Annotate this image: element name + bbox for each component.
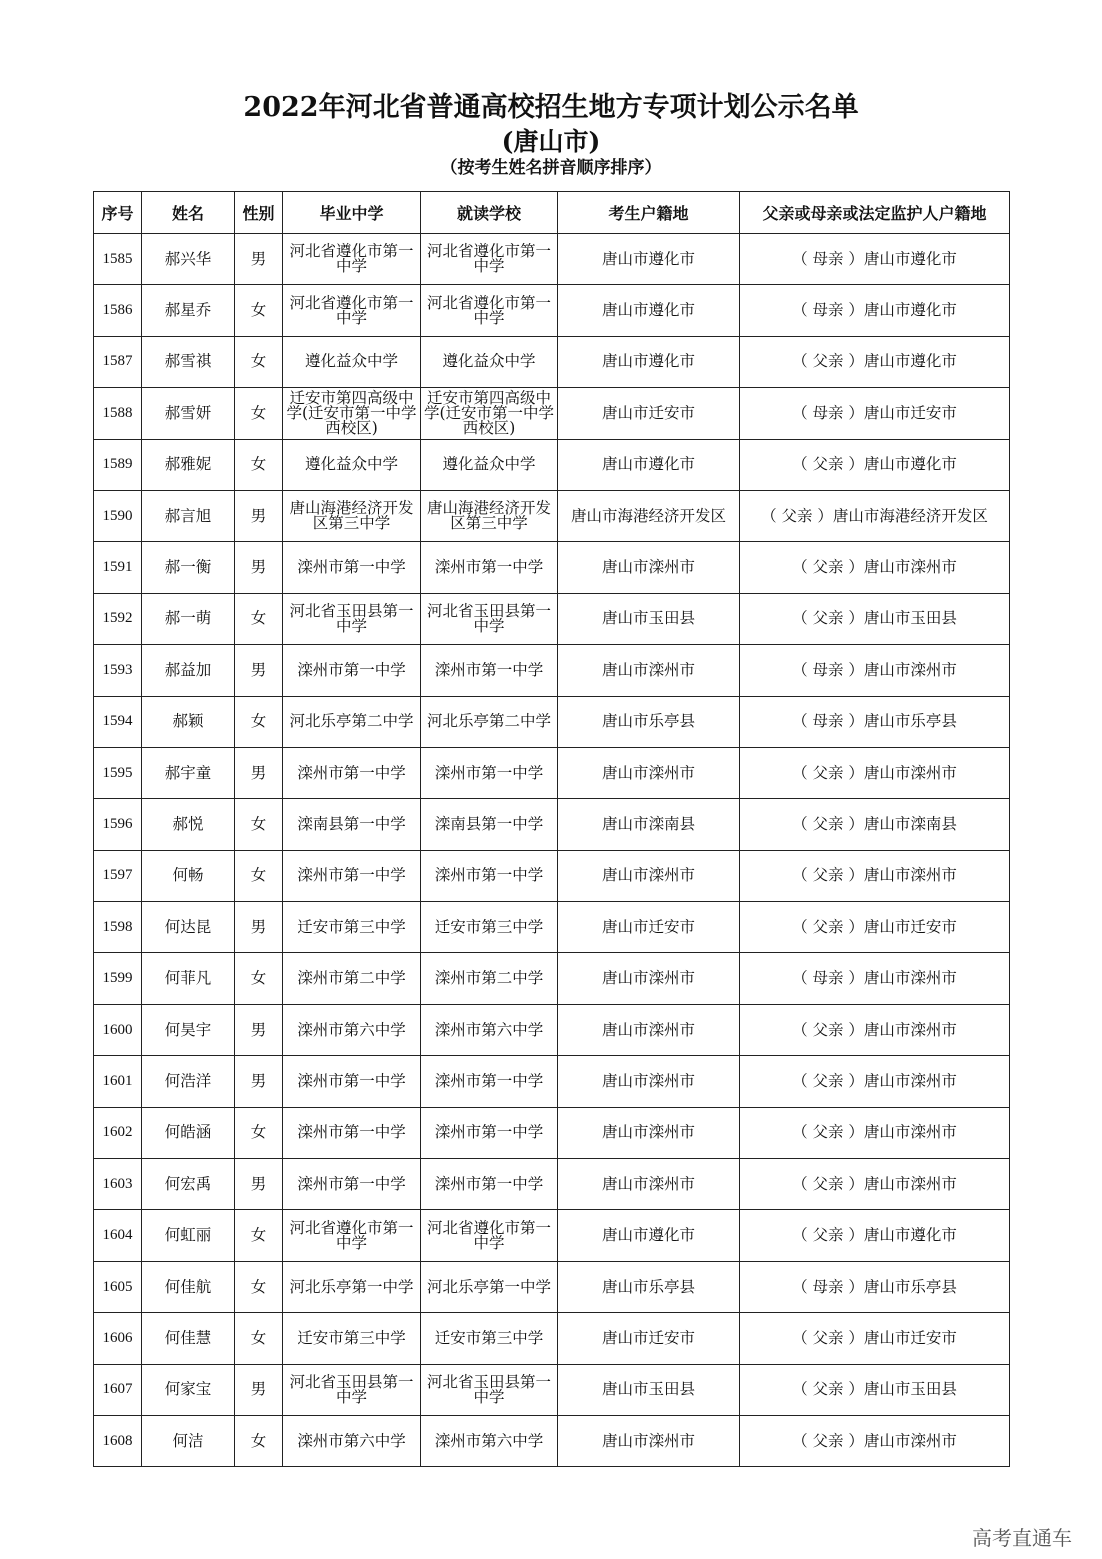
cell-gender: 女 (235, 1210, 283, 1261)
cell-guardian-hukou: （ 母亲 ）唐山市迁安市 (740, 388, 1010, 439)
cell-student-hukou: 唐山市海港经济开发区 (558, 490, 740, 541)
cell-index: 1595 (94, 747, 142, 798)
sort-note: （按考生姓名拼音顺序排序） (440, 158, 662, 178)
cell-graduated-school: 迁安市第四高级中学(迁安市第一中学西校区) (283, 388, 421, 439)
cell-student-hukou: 唐山市滦州市 (558, 1159, 740, 1210)
cell-graduated-school: 滦州市第一中学 (283, 542, 421, 593)
cell-name: 郝颖 (142, 696, 235, 747)
cell-student-hukou: 唐山市滦州市 (558, 953, 740, 1004)
table-row (94, 1210, 1010, 1261)
cell-guardian-hukou: （ 父亲 ）唐山市海港经济开发区 (740, 490, 1010, 541)
cell-index: 1587 (94, 336, 142, 387)
cell-index: 1589 (94, 439, 142, 490)
col-header-graduated-school: 毕业中学 (283, 192, 421, 234)
cell-guardian-hukou: （ 母亲 ）唐山市滦州市 (740, 953, 1010, 1004)
cell-index: 1603 (94, 1159, 142, 1210)
cell-attending-school: 滦州市第二中学 (421, 953, 558, 1004)
cell-student-hukou: 唐山市滦州市 (558, 1415, 740, 1466)
cell-index: 1599 (94, 953, 142, 1004)
cell-attending-school: 河北乐亭第二中学 (421, 696, 558, 747)
cell-guardian-hukou: （ 父亲 ）唐山市滦州市 (740, 1056, 1010, 1107)
cell-graduated-school: 河北乐亭第一中学 (283, 1261, 421, 1312)
col-header-attending-school: 就读学校 (421, 192, 558, 234)
cell-name: 郝宇童 (142, 747, 235, 798)
cell-attending-school: 河北省玉田县第一中学 (421, 1364, 558, 1415)
cell-name: 何洁 (142, 1415, 235, 1466)
cell-name: 郝言旭 (142, 490, 235, 541)
cell-guardian-hukou: （ 父亲 ）唐山市玉田县 (740, 593, 1010, 644)
table-row (94, 850, 1010, 901)
cell-name: 何畅 (142, 850, 235, 901)
cell-gender: 女 (235, 593, 283, 644)
cell-name: 何浩洋 (142, 1056, 235, 1107)
cell-student-hukou: 唐山市乐亭县 (558, 696, 740, 747)
table-row (94, 953, 1010, 1004)
cell-guardian-hukou: （ 父亲 ）唐山市遵化市 (740, 336, 1010, 387)
cell-gender: 女 (235, 285, 283, 336)
cell-gender: 女 (235, 1313, 283, 1364)
cell-guardian-hukou: （ 母亲 ）唐山市乐亭县 (740, 1261, 1010, 1312)
cell-student-hukou: 唐山市玉田县 (558, 593, 740, 644)
cell-graduated-school: 河北省玉田县第一中学 (283, 1364, 421, 1415)
cell-student-hukou: 唐山市滦州市 (558, 542, 740, 593)
cell-attending-school: 唐山海港经济开发区第三中学 (421, 490, 558, 541)
cell-name: 郝益加 (142, 645, 235, 696)
table-row (94, 1159, 1010, 1210)
table-row (94, 336, 1010, 387)
cell-gender: 女 (235, 799, 283, 850)
cell-guardian-hukou: （ 母亲 ）唐山市乐亭县 (740, 696, 1010, 747)
col-header-student-hukou: 考生户籍地 (558, 192, 740, 234)
cell-guardian-hukou: （ 父亲 ）唐山市迁安市 (740, 902, 1010, 953)
cell-attending-school: 滦州市第一中学 (421, 850, 558, 901)
cell-student-hukou: 唐山市乐亭县 (558, 1261, 740, 1312)
cell-index: 1594 (94, 696, 142, 747)
table-row (94, 234, 1010, 285)
table-row (94, 799, 1010, 850)
document-title: 2022年河北省普通高校招生地方专项计划公示名单 (243, 92, 859, 123)
cell-graduated-school: 滦州市第一中学 (283, 645, 421, 696)
cell-gender: 男 (235, 1364, 283, 1415)
cell-graduated-school: 遵化益众中学 (283, 336, 421, 387)
cell-gender: 女 (235, 388, 283, 439)
cell-student-hukou: 唐山市遵化市 (558, 336, 740, 387)
cell-index: 1604 (94, 1210, 142, 1261)
cell-graduated-school: 迁安市第三中学 (283, 1313, 421, 1364)
cell-student-hukou: 唐山市滦州市 (558, 1056, 740, 1107)
cell-guardian-hukou: （ 父亲 ）唐山市迁安市 (740, 1313, 1010, 1364)
cell-index: 1597 (94, 850, 142, 901)
cell-attending-school: 迁安市第三中学 (421, 1313, 558, 1364)
cell-student-hukou: 唐山市滦州市 (558, 645, 740, 696)
cell-guardian-hukou: （ 父亲 ）唐山市滦州市 (740, 1159, 1010, 1210)
cell-attending-school: 滦州市第一中学 (421, 1056, 558, 1107)
cell-gender: 女 (235, 336, 283, 387)
cell-name: 何菲凡 (142, 953, 235, 1004)
table-row (94, 696, 1010, 747)
cell-gender: 男 (235, 1159, 283, 1210)
cell-attending-school: 滦州市第一中学 (421, 542, 558, 593)
table-row (94, 902, 1010, 953)
cell-name: 郝星乔 (142, 285, 235, 336)
region-subtitle: (唐山市) (501, 127, 601, 156)
cell-graduated-school: 滦南县第一中学 (283, 799, 421, 850)
cell-student-hukou: 唐山市迁安市 (558, 902, 740, 953)
cell-attending-school: 遵化益众中学 (421, 336, 558, 387)
table-row (94, 285, 1010, 336)
table-row (94, 747, 1010, 798)
cell-graduated-school: 河北省玉田县第一中学 (283, 593, 421, 644)
cell-student-hukou: 唐山市滦州市 (558, 747, 740, 798)
cell-student-hukou: 唐山市遵化市 (558, 285, 740, 336)
cell-name: 郝一衡 (142, 542, 235, 593)
cell-index: 1606 (94, 1313, 142, 1364)
cell-gender: 女 (235, 439, 283, 490)
table-row (94, 1056, 1010, 1107)
cell-index: 1590 (94, 490, 142, 541)
cell-gender: 男 (235, 1056, 283, 1107)
cell-gender: 男 (235, 645, 283, 696)
cell-graduated-school: 滦州市第六中学 (283, 1415, 421, 1466)
cell-graduated-school: 河北省遵化市第一中学 (283, 234, 421, 285)
cell-gender: 女 (235, 1261, 283, 1312)
cell-gender: 男 (235, 234, 283, 285)
cell-index: 1608 (94, 1415, 142, 1466)
cell-graduated-school: 滦州市第一中学 (283, 850, 421, 901)
cell-student-hukou: 唐山市遵化市 (558, 1210, 740, 1261)
cell-attending-school: 河北乐亭第一中学 (421, 1261, 558, 1312)
table-row (94, 1364, 1010, 1415)
cell-name: 何宏禹 (142, 1159, 235, 1210)
cell-name: 郝雅妮 (142, 439, 235, 490)
cell-guardian-hukou: （ 父亲 ）唐山市滦南县 (740, 799, 1010, 850)
table-row (94, 439, 1010, 490)
cell-index: 1598 (94, 902, 142, 953)
cell-graduated-school: 河北省遵化市第一中学 (283, 285, 421, 336)
cell-index: 1592 (94, 593, 142, 644)
table-row (94, 1004, 1010, 1055)
cell-attending-school: 滦州市第一中学 (421, 1159, 558, 1210)
cell-attending-school: 滦州市第一中学 (421, 747, 558, 798)
cell-index: 1596 (94, 799, 142, 850)
cell-index: 1602 (94, 1107, 142, 1158)
cell-gender: 男 (235, 490, 283, 541)
cell-graduated-school: 河北乐亭第二中学 (283, 696, 421, 747)
cell-student-hukou: 唐山市迁安市 (558, 388, 740, 439)
table-row (94, 542, 1010, 593)
cell-gender: 女 (235, 696, 283, 747)
cell-guardian-hukou: （ 母亲 ）唐山市遵化市 (740, 285, 1010, 336)
cell-guardian-hukou: （ 父亲 ）唐山市遵化市 (740, 439, 1010, 490)
cell-index: 1588 (94, 388, 142, 439)
cell-student-hukou: 唐山市遵化市 (558, 439, 740, 490)
cell-attending-school: 滦州市第一中学 (421, 1107, 558, 1158)
cell-student-hukou: 唐山市玉田县 (558, 1364, 740, 1415)
cell-attending-school: 遵化益众中学 (421, 439, 558, 490)
table-row (94, 1313, 1010, 1364)
col-header-name: 姓名 (142, 192, 235, 234)
cell-graduated-school: 滦州市第二中学 (283, 953, 421, 1004)
cell-student-hukou: 唐山市遵化市 (558, 234, 740, 285)
table-row (94, 1107, 1010, 1158)
cell-attending-school: 滦南县第一中学 (421, 799, 558, 850)
cell-graduated-school: 滦州市第六中学 (283, 1004, 421, 1055)
cell-name: 郝雪祺 (142, 336, 235, 387)
table-row (94, 645, 1010, 696)
cell-attending-school: 滦州市第一中学 (421, 645, 558, 696)
col-header-gender: 性别 (235, 192, 283, 234)
cell-gender: 女 (235, 1415, 283, 1466)
table-row (94, 593, 1010, 644)
cell-name: 何昊宇 (142, 1004, 235, 1055)
cell-gender: 男 (235, 747, 283, 798)
cell-name: 何佳航 (142, 1261, 235, 1312)
cell-student-hukou: 唐山市迁安市 (558, 1313, 740, 1364)
table-row (94, 1415, 1010, 1466)
cell-guardian-hukou: （ 父亲 ）唐山市滦州市 (740, 747, 1010, 798)
cell-guardian-hukou: （ 父亲 ）唐山市遵化市 (740, 1210, 1010, 1261)
cell-attending-school: 河北省遵化市第一中学 (421, 1210, 558, 1261)
cell-name: 郝雪妍 (142, 388, 235, 439)
table-row (94, 490, 1010, 541)
cell-guardian-hukou: （ 父亲 ）唐山市玉田县 (740, 1364, 1010, 1415)
col-header-guardian-hukou: 父亲或母亲或法定监护人户籍地 (740, 192, 1010, 234)
cell-graduated-school: 滦州市第一中学 (283, 1159, 421, 1210)
roster-table (93, 191, 1010, 1467)
cell-graduated-school: 唐山海港经济开发区第三中学 (283, 490, 421, 541)
cell-gender: 男 (235, 542, 283, 593)
cell-index: 1601 (94, 1056, 142, 1107)
cell-attending-school: 河北省玉田县第一中学 (421, 593, 558, 644)
cell-student-hukou: 唐山市滦州市 (558, 850, 740, 901)
cell-index: 1607 (94, 1364, 142, 1415)
cell-guardian-hukou: （ 父亲 ）唐山市滦州市 (740, 1415, 1010, 1466)
cell-name: 郝悦 (142, 799, 235, 850)
cell-gender: 男 (235, 1004, 283, 1055)
col-header-index: 序号 (94, 192, 142, 234)
cell-name: 何家宝 (142, 1364, 235, 1415)
cell-graduated-school: 河北省遵化市第一中学 (283, 1210, 421, 1261)
cell-graduated-school: 迁安市第三中学 (283, 902, 421, 953)
cell-attending-school: 迁安市第四高级中学(迁安市第一中学西校区) (421, 388, 558, 439)
cell-index: 1600 (94, 1004, 142, 1055)
table-row (94, 1261, 1010, 1312)
cell-gender: 男 (235, 902, 283, 953)
cell-attending-school: 河北省遵化市第一中学 (421, 285, 558, 336)
cell-gender: 女 (235, 953, 283, 1004)
cell-name: 郝兴华 (142, 234, 235, 285)
cell-guardian-hukou: （ 父亲 ）唐山市滦州市 (740, 1107, 1010, 1158)
cell-attending-school: 河北省遵化市第一中学 (421, 234, 558, 285)
cell-graduated-school: 滦州市第一中学 (283, 1056, 421, 1107)
table-row (94, 388, 1010, 439)
cell-name: 郝一萌 (142, 593, 235, 644)
cell-attending-school: 迁安市第三中学 (421, 902, 558, 953)
cell-index: 1585 (94, 234, 142, 285)
cell-graduated-school: 遵化益众中学 (283, 439, 421, 490)
cell-name: 何虹丽 (142, 1210, 235, 1261)
cell-student-hukou: 唐山市滦州市 (558, 1107, 740, 1158)
cell-student-hukou: 唐山市滦南县 (558, 799, 740, 850)
cell-guardian-hukou: （ 母亲 ）唐山市遵化市 (740, 234, 1010, 285)
cell-gender: 女 (235, 850, 283, 901)
table-header-row (94, 192, 1010, 234)
cell-guardian-hukou: （ 父亲 ）唐山市滦州市 (740, 542, 1010, 593)
cell-graduated-school: 滦州市第一中学 (283, 747, 421, 798)
cell-student-hukou: 唐山市滦州市 (558, 1004, 740, 1055)
cell-graduated-school: 滦州市第一中学 (283, 1107, 421, 1158)
cell-gender: 女 (235, 1107, 283, 1158)
watermark: 高考直通车 (972, 1526, 1072, 1550)
cell-index: 1586 (94, 285, 142, 336)
cell-guardian-hukou: （ 父亲 ）唐山市滦州市 (740, 1004, 1010, 1055)
cell-name: 何达昆 (142, 902, 235, 953)
cell-index: 1605 (94, 1261, 142, 1312)
cell-guardian-hukou: （ 母亲 ）唐山市滦州市 (740, 645, 1010, 696)
cell-guardian-hukou: （ 父亲 ）唐山市滦州市 (740, 850, 1010, 901)
cell-attending-school: 滦州市第六中学 (421, 1004, 558, 1055)
cell-name: 何佳慧 (142, 1313, 235, 1364)
cell-attending-school: 滦州市第六中学 (421, 1415, 558, 1466)
cell-index: 1591 (94, 542, 142, 593)
cell-index: 1593 (94, 645, 142, 696)
cell-name: 何皓涵 (142, 1107, 235, 1158)
